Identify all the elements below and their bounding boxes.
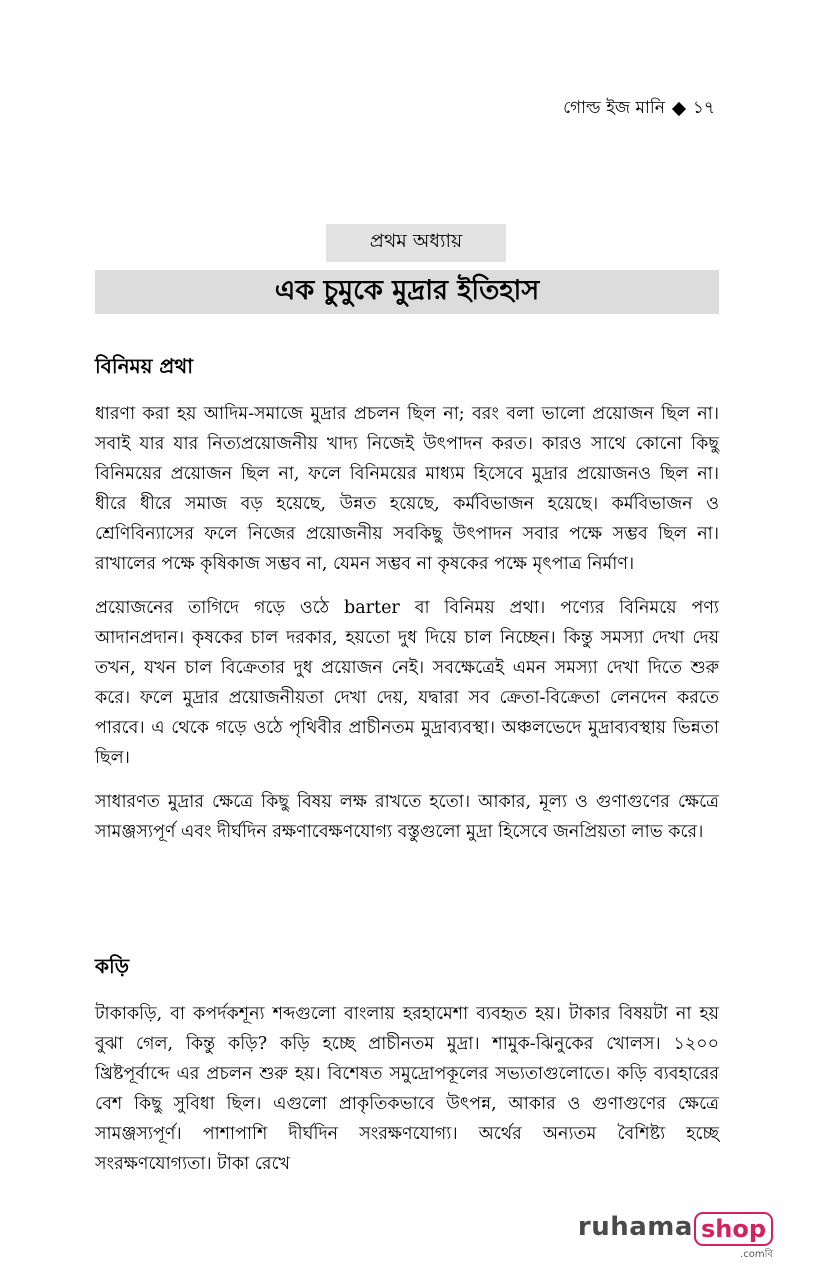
diamond-icon [672, 102, 686, 116]
book-title: গোল্ড ইজ মানি [563, 98, 665, 118]
section-heading: বিনিময় প্রথা [95, 354, 194, 378]
logo-domain: .comবি [740, 1249, 773, 1260]
logo-brand: ruhama [577, 1212, 693, 1242]
section-cowrie [95, 952, 719, 1193]
paragraph: প্রয়োজনের তাগিদে গড়ে ওঠে barter বা বিনিময় প্রথা। পণ্যের বিনিময়ে পণ্য আদানপ্রদান। কৃষকের চাল দরকার, হয়তো দুধ দিয়ে চাল নিচ্ছেন। কিন্তু সমস্যা দেখা দেয় তখন, যখন চাল বিক্রেতার দুধ প্রয়োজন নেই। সবক্ষেত্রেই এমন সমস্যা দেখা দিতে শুরু করে। ফলে মুদ্রার প্রয়োজনীয়তা দেখা দেয়, যদ্বারা সব ক্রেতা-বিক্রেতা লেনদেন করতে পারবে। এ থেকে গড়ে ওঠে পৃথিবীর প্রাচীনতম মুদ্রাব্যবস্থা। অঞ্চলভেদে মুদ্রাব্যবস্থায় ভিন্নতা ছিল। [95, 598, 719, 768]
section-heading: কড়ি [95, 954, 129, 978]
page-number: ১৭ [692, 98, 715, 118]
chapter-label: প্রথম অধ্যায় [326, 224, 506, 262]
publisher-logo [578, 1212, 773, 1264]
paragraph: সাধারণত মুদ্রার ক্ষেত্রে কিছু বিষয় লক্ষ রাখতে হতো। আকার, মূল্য ও গুণাগুণের ক্ষেত্রে সামঞ্জস্যপূর্ণ এবং দীর্ঘদিন রক্ষণাবেক্ষণযোগ্য বস্তুগুলো মুদ্রা হিসেবে জনপ্রিয়তা লাভ করে। [95, 792, 719, 842]
section-barter [95, 352, 719, 861]
paragraph: টাকাকড়ি, বা কপর্দকশূন্য শব্দগুলো বাংলায় হরহামেশা ব্যবহৃত হয়। টাকার বিষয়টা না হয় বুঝা গেল, কিন্তু কড়ি? কড়ি হচ্ছে প্রাচীনতম মুদ্রা। শামুক-ঝিনুকের খোলস। ১২০০ খ্রিষ্টপূর্বাব্দে এর প্রচলন শুরু হয়। বিশেষত সমুদ্রোপকূলের সভ্যতাগুলোতে। কড়ি ব্যবহারের বেশ কিছু সুবিধা ছিল। এগুলো প্রাকৃতিকভাবে উৎপন্ন, আকার ও গুণাগুণের ক্ষেত্রে সামঞ্জস্যপূর্ণ। পাশাপাশি দীর্ঘদিন সংরক্ষণযোগ্য। অর্থের অন্যতম বৈশিষ্ট্য হচ্ছে সংরক্ষণযোগ্যতা। টাকা রেখে [95, 1004, 719, 1174]
logo-shop: shop [694, 1212, 773, 1246]
running-header [563, 95, 715, 123]
paragraph: ধারণা করা হয় আদিম-সমাজে মুদ্রার প্রচলন ছিল না; বরং বলা ভালো প্রয়োজন ছিল না। সবাই যার যার নিত্যপ্রয়োজনীয় খাদ্য নিজেই উৎপাদন করত। কারও সাথে কোনো কিছু বিনিময়ের প্রয়োজন ছিল না, ফলে বিনিময়ের মাধ্যম হিসেবে মুদ্রার প্রয়োজনও ছিল না। ধীরে ধীরে সমাজ বড় হয়েছে, উন্নত হয়েছে, কর্মবিভাজন হয়েছে। কর্মবিভাজন ও শ্রেণিবিন্যাসের ফলে নিজের প্রয়োজনীয় সবকিছু উৎপাদন সবার পক্ষে সম্ভব ছিল না। রাখালের পক্ষে কৃষিকাজ সম্ভব না, যেমন সম্ভব না কৃষকের পক্ষে মৃৎপাত্র নির্মাণ। [95, 404, 719, 574]
chapter-title: এক চুমুকে মুদ্রার ইতিহাস [95, 270, 719, 314]
